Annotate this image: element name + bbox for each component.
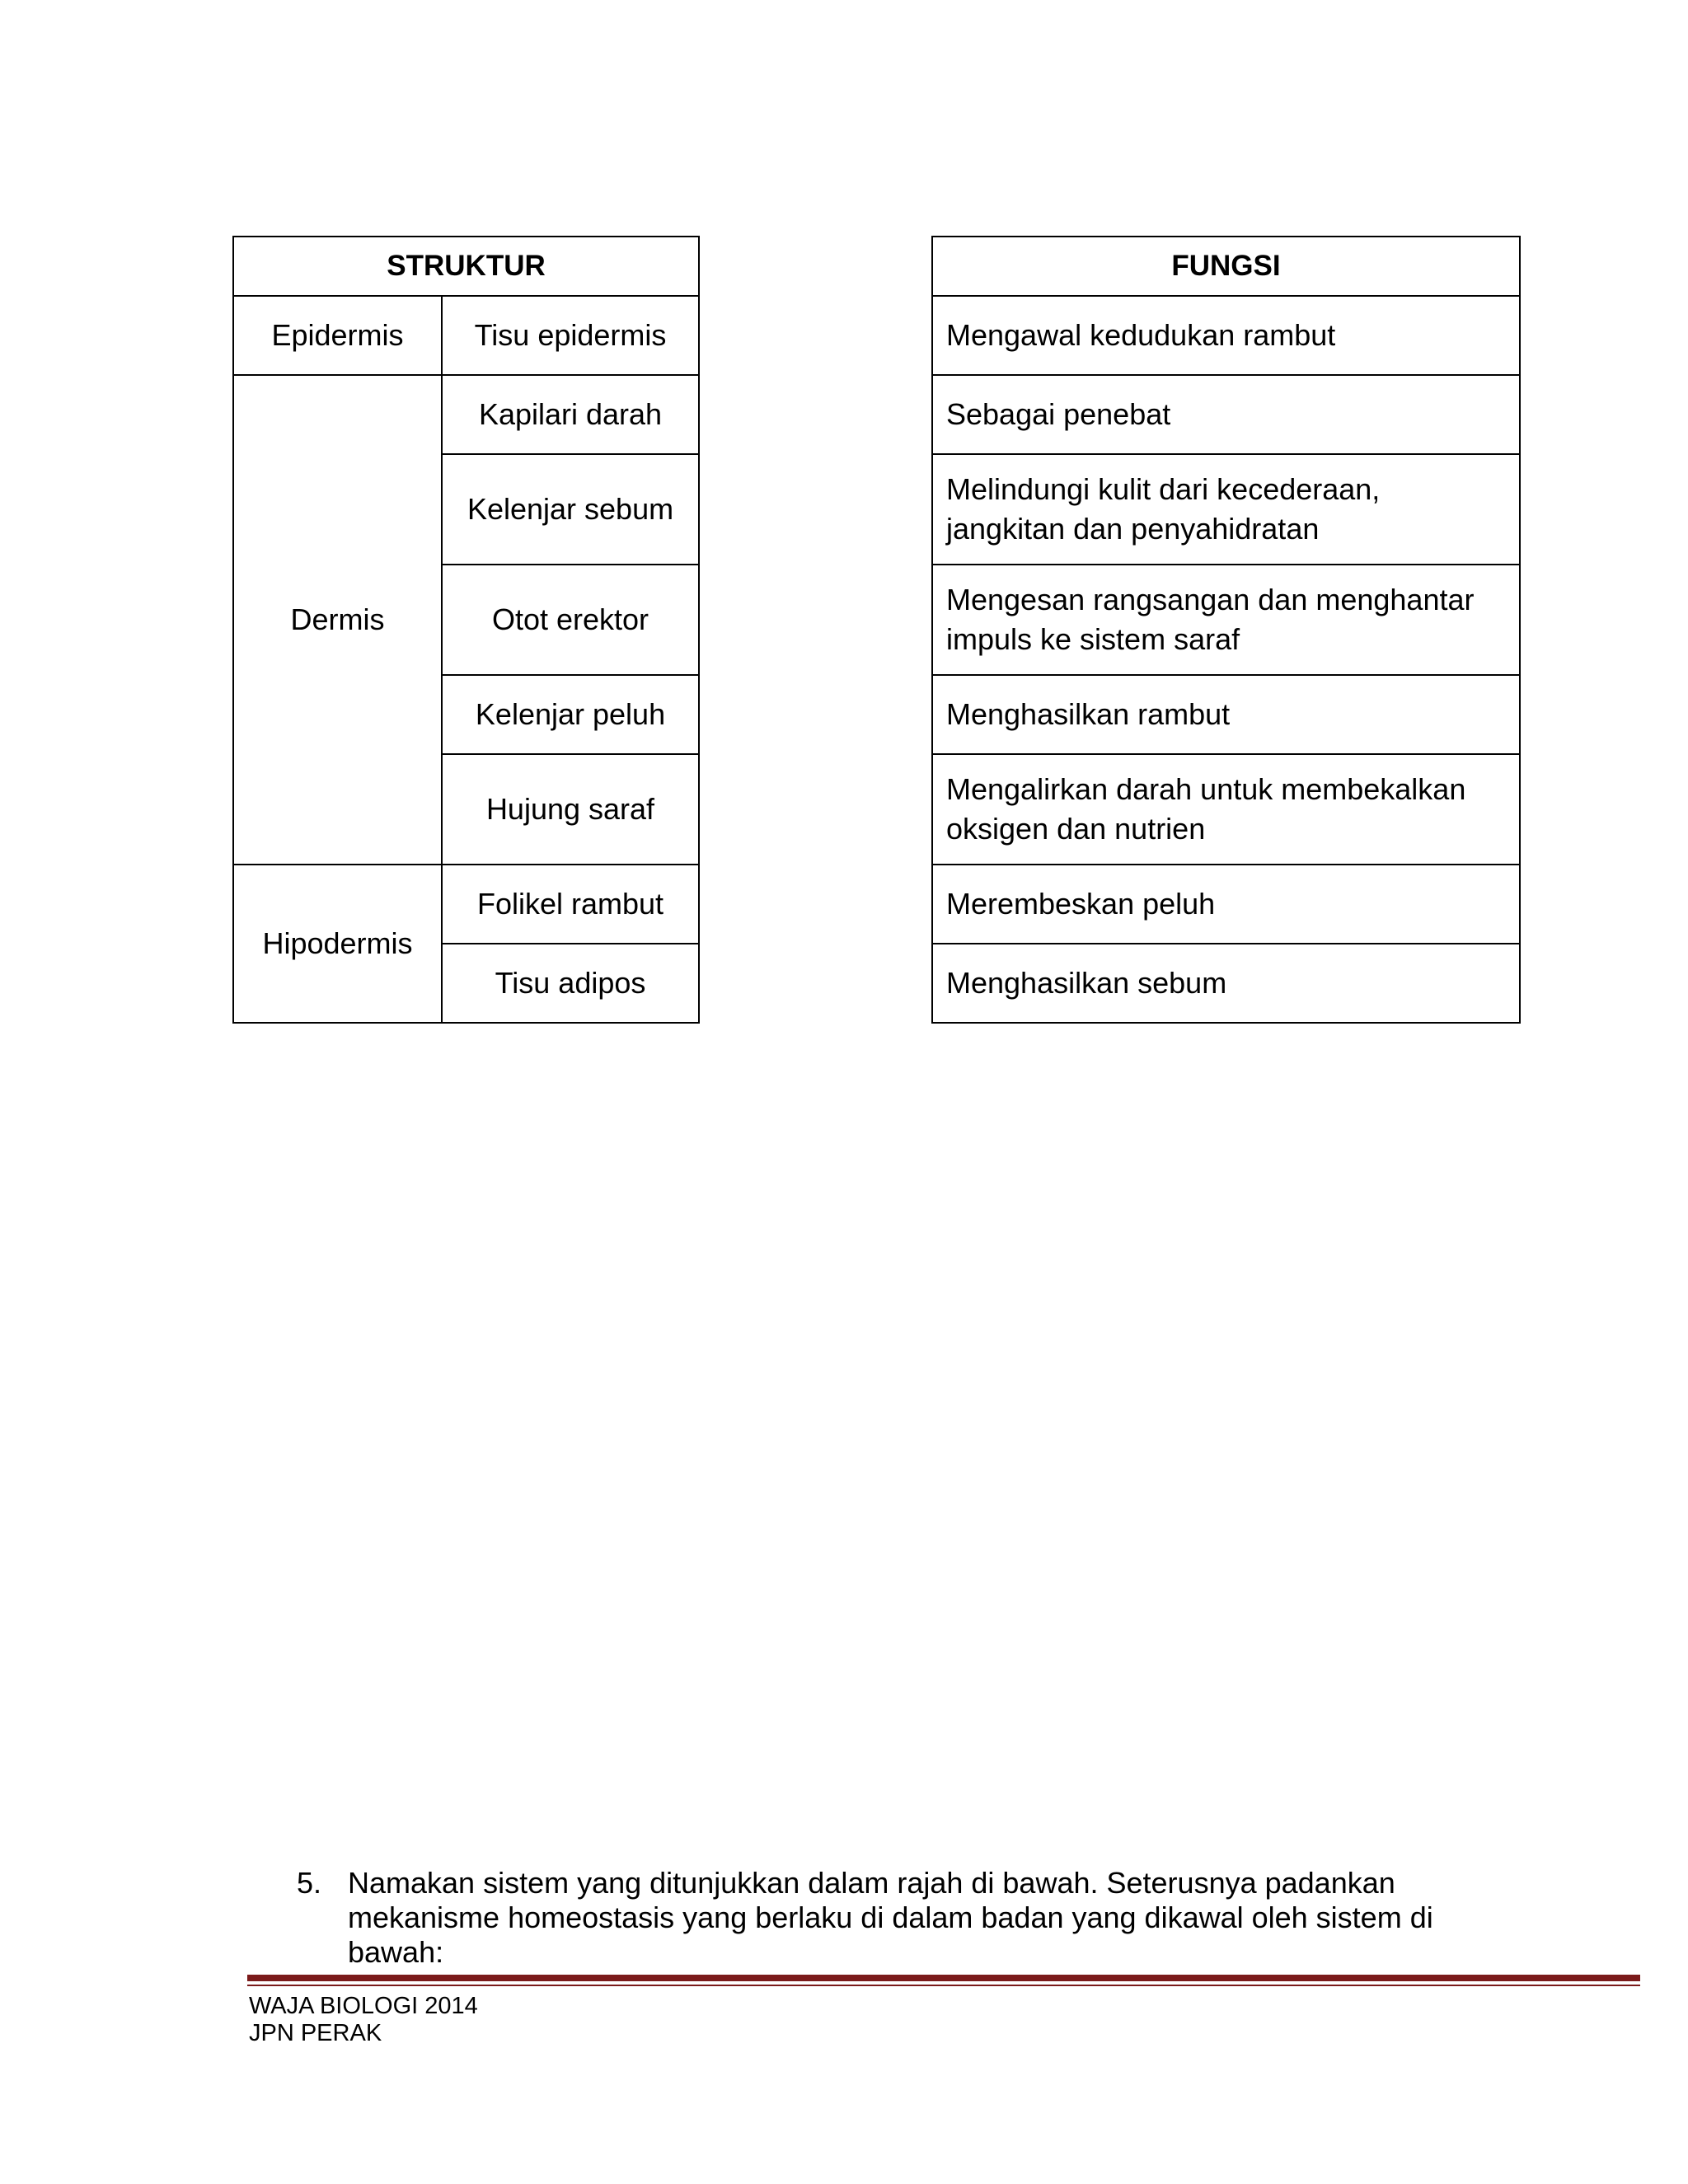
- group-hipodermis: Hipodermis: [233, 865, 442, 1023]
- footer-rule-thin: [247, 1985, 1640, 1986]
- struktur-item: Kelenjar sebum: [442, 454, 699, 565]
- struktur-item: Tisu epidermis: [442, 296, 699, 375]
- fungsi-item: Merembeskan peluh: [932, 865, 1520, 944]
- footer-rule-thick: [247, 1975, 1640, 1981]
- struktur-item: Kapilari darah: [442, 375, 699, 454]
- fungsi-item: Mengesan rangsangan dan menghantar impuls ke sistem saraf: [932, 565, 1520, 675]
- fungsi-header: FUNGSI: [932, 237, 1520, 296]
- question-5: [297, 1866, 1500, 1970]
- footer-line-1: WAJA BIOLOGI 2014: [249, 1993, 478, 2019]
- struktur-item: Kelenjar peluh: [442, 675, 699, 754]
- struktur-item: Folikel rambut: [442, 865, 699, 944]
- fungsi-item: Menghasilkan rambut: [932, 675, 1520, 754]
- fungsi-item: Melindungi kulit dari kecederaan, jangkitan dan penyahidratan: [932, 454, 1520, 565]
- fungsi-item: Menghasilkan sebum: [932, 944, 1520, 1023]
- struktur-header: STRUKTUR: [233, 237, 699, 296]
- fungsi-item: Mengawal kedudukan rambut: [932, 296, 1520, 375]
- group-dermis: Dermis: [233, 375, 442, 865]
- fungsi-table: [931, 236, 1521, 1024]
- page-footer: [249, 1993, 478, 2047]
- struktur-item: Hujung saraf: [442, 754, 699, 865]
- struktur-item: Tisu adipos: [442, 944, 699, 1023]
- question-text: Namakan sistem yang ditunjukkan dalam rajah di bawah. Seterusnya padankan mekanisme homeostasis yang berlaku di dalam badan yang dikawal oleh sistem di bawah:: [348, 1866, 1433, 1969]
- fungsi-item: Mengalirkan darah untuk membekalkan oksigen dan nutrien: [932, 754, 1520, 865]
- struktur-table: [232, 236, 700, 1024]
- fungsi-item: Sebagai penebat: [932, 375, 1520, 454]
- struktur-item: Otot erektor: [442, 565, 699, 675]
- question-number: 5.: [297, 1866, 322, 1900]
- group-epidermis: Epidermis: [233, 296, 442, 375]
- footer-line-2: JPN PERAK: [249, 2020, 382, 2046]
